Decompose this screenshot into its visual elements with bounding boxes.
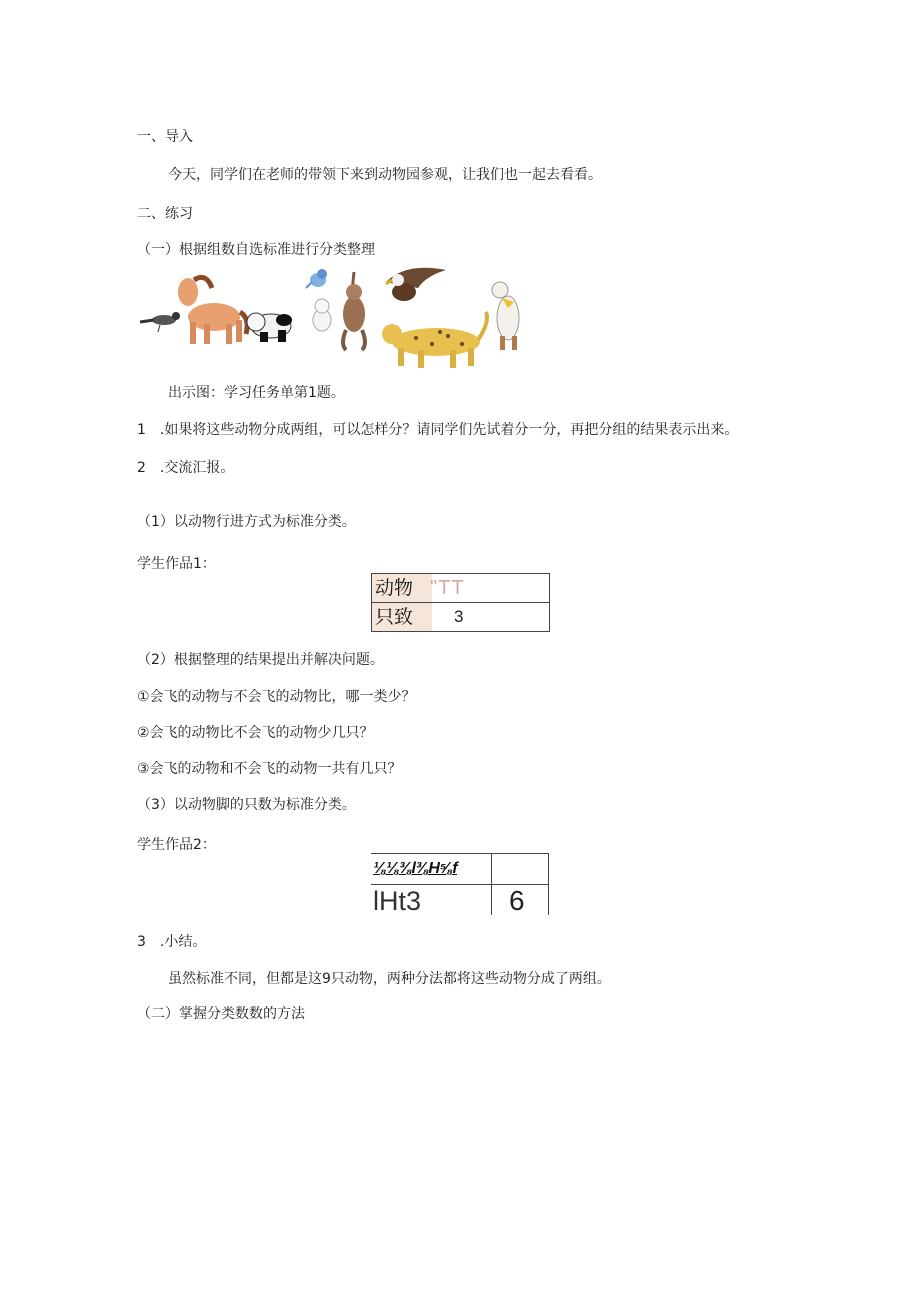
table-row xyxy=(372,574,549,603)
table-header: ⅛⅛⅜l⅜H⅝f xyxy=(373,860,458,877)
leopard-image xyxy=(382,312,487,368)
student-work-2-table xyxy=(371,853,549,915)
table-cell: lHt3 xyxy=(373,886,422,916)
subsection-heading-1: （一）根据组数自选标准进行分类整理 xyxy=(137,242,375,258)
point-3: （3）以动物脚的只数为标准分类。 xyxy=(137,797,356,813)
horse-image xyxy=(178,277,247,344)
summary-paragraph: 虽然标准不同，但都是这9只动物，两种分法都将这些动物分成了两组。 xyxy=(168,971,611,987)
question-circle-1: ①会飞的动物与不会飞的动物比，哪一类少？ xyxy=(137,689,416,705)
table-cell: "TT xyxy=(430,577,465,599)
figure-caption: 出示图：学习任务单第1题。 xyxy=(168,385,345,401)
section-heading-practice: 二、练习 xyxy=(137,206,193,222)
table-row-label: 动物 xyxy=(372,574,432,602)
panda-image xyxy=(247,313,292,342)
subsection-heading-2: （二）掌握分类数数的方法 xyxy=(137,1006,305,1022)
question-circle-2: ②会飞的动物比不会飞的动物少几只？ xyxy=(137,725,374,741)
student-work-1-label: 学生作品1： xyxy=(137,556,216,572)
question-3: 3 .小结。 xyxy=(137,934,207,950)
magpie-image xyxy=(140,312,180,332)
animals-illustration xyxy=(136,262,536,372)
eagle-image xyxy=(386,268,446,301)
point-1: （1）以动物行进方式为标准分类。 xyxy=(137,514,356,530)
cat-image xyxy=(313,299,331,331)
table-row xyxy=(372,603,549,631)
student-work-1-table xyxy=(371,573,550,632)
monkey-image xyxy=(343,272,365,350)
table-row-label: 只致 xyxy=(372,603,432,631)
question-1: 1 .如果将这些动物分成两组，可以怎样分？请同学们先试着分一分，再把分组的结果表示出来。 xyxy=(137,422,739,438)
bluebird-image xyxy=(306,269,327,288)
question-2: 2 .交流汇报。 xyxy=(137,460,235,476)
student-work-2-label: 学生作品2： xyxy=(137,837,216,853)
point-2: （2）根据整理的结果提出并解决问题。 xyxy=(137,652,384,668)
section-heading-intro: 一、导入 xyxy=(137,129,193,145)
intro-paragraph: 今天，同学们在老师的带领下来到动物园参观，让我们也一起去看看。 xyxy=(168,167,602,183)
question-circle-3: ③会飞的动物和不会飞的动物一共有几只？ xyxy=(137,761,402,777)
table-cell: 6 xyxy=(509,885,525,916)
dog-image xyxy=(492,282,519,350)
table-cell: 3 xyxy=(454,607,464,626)
